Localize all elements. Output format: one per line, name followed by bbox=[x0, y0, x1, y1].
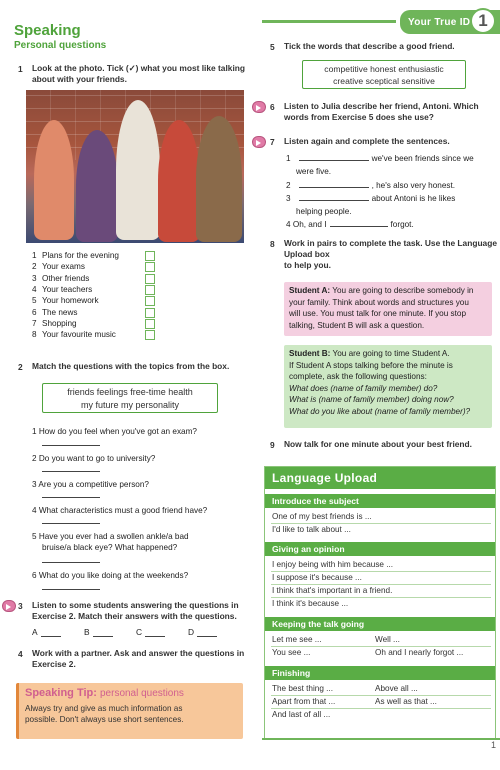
list-item bbox=[32, 261, 162, 272]
match-item bbox=[84, 627, 136, 637]
language-upload-box bbox=[264, 466, 496, 740]
answer-line[interactable] bbox=[42, 471, 100, 472]
sentence-text: , he's also very honest. bbox=[371, 181, 456, 190]
page-number: 1 bbox=[490, 740, 496, 750]
audio-track-icon[interactable] bbox=[2, 600, 16, 612]
list-item bbox=[32, 318, 162, 329]
exercise-2-instruction: Match the questions with the topics from the box. bbox=[32, 361, 230, 371]
exercise-1-line-1: Look at the photo. Tick (✓) what you most like talking bbox=[32, 63, 245, 73]
divider bbox=[271, 708, 491, 709]
top-rule bbox=[262, 20, 396, 23]
exercise-3-line-1: Listen to some students answering the questions in bbox=[32, 600, 239, 610]
phrase: I think that's important in a friend. bbox=[272, 586, 393, 595]
divider bbox=[271, 584, 491, 585]
page-title: Speaking bbox=[14, 22, 81, 39]
student-a-label: Student A: bbox=[289, 286, 331, 295]
exercise-7-instruction: Listen again and complete the sentences. bbox=[284, 136, 450, 146]
match-blank[interactable] bbox=[197, 628, 217, 637]
list-label: Other friends bbox=[42, 273, 90, 283]
speaking-tip-title bbox=[25, 687, 184, 699]
topics-box-line-2: my future my personality bbox=[80, 400, 180, 410]
tick-checkbox[interactable] bbox=[145, 285, 155, 295]
student-b-line-3: complete, ask the following questions: bbox=[289, 372, 427, 382]
match-item bbox=[32, 627, 84, 637]
section-introduce-subject: Introduce the subject bbox=[265, 494, 495, 508]
divider bbox=[271, 523, 491, 524]
phrase: I think it's because ... bbox=[272, 599, 349, 608]
list-number: 8 bbox=[32, 330, 37, 340]
exercise-6-line-2: words from Exercise 5 does she use? bbox=[284, 112, 434, 122]
list-number: 4 bbox=[32, 285, 37, 295]
sentence-number: 1 bbox=[286, 154, 291, 163]
phrase: Oh and I nearly forgot ... bbox=[375, 648, 464, 657]
phrase: Apart from that ... bbox=[272, 697, 336, 706]
tip-title-main: Speaking Tip: bbox=[25, 687, 97, 699]
sentence-text: about Antoni is he likes bbox=[371, 194, 456, 203]
sentence-3-continued: helping people. bbox=[296, 207, 352, 216]
exercise-9-number: 9 bbox=[270, 440, 275, 450]
list-number: 3 bbox=[32, 273, 37, 283]
tick-checkbox[interactable] bbox=[145, 262, 155, 272]
match-letter: D bbox=[188, 627, 195, 637]
list-item bbox=[32, 329, 162, 340]
match-item bbox=[188, 627, 240, 637]
list-label: The news bbox=[42, 307, 78, 317]
exercise-8-instruction bbox=[284, 238, 500, 271]
exercise-1-instruction bbox=[32, 63, 245, 85]
sentence-blank[interactable] bbox=[299, 180, 369, 188]
adjectives-word-box bbox=[302, 60, 466, 89]
exercise-3-instruction bbox=[32, 600, 239, 622]
sentence-number: 2 bbox=[286, 181, 291, 190]
exercise-4-line-1: Work with a partner. Ask and answer the questions in bbox=[32, 648, 245, 658]
photo-person bbox=[196, 116, 242, 242]
sentence-4 bbox=[286, 219, 486, 231]
question-item-continued: bruise/a black eye? What happened? bbox=[42, 543, 178, 552]
words-box-line-2: creative sceptical sensitive bbox=[333, 76, 435, 86]
tick-checkbox[interactable] bbox=[145, 274, 155, 284]
list-item bbox=[32, 295, 162, 306]
phrase: Above all ... bbox=[375, 684, 418, 693]
exercise-9-instruction: Now talk for one minute about your best friend. bbox=[284, 439, 472, 449]
exercise-6-number: 6 bbox=[270, 102, 275, 112]
match-letter: B bbox=[84, 627, 90, 637]
tip-title-sub: personal questions bbox=[99, 688, 184, 699]
phrase: And last of all ... bbox=[272, 710, 331, 719]
exercise-8-number: 8 bbox=[270, 239, 275, 249]
audio-track-icon[interactable] bbox=[252, 136, 266, 148]
student-b-question-1: What does (name of family member) do? bbox=[289, 383, 438, 393]
tick-checkbox[interactable] bbox=[145, 308, 155, 318]
phrase: You see ... bbox=[272, 648, 311, 657]
sentence-1 bbox=[286, 153, 486, 165]
exercise-5-number: 5 bbox=[270, 42, 275, 52]
sentence-text: 4 Oh, and I bbox=[286, 220, 327, 229]
student-a-box bbox=[284, 282, 492, 336]
sentence-text: we've been friends since we bbox=[371, 154, 474, 163]
phrase: Well ... bbox=[375, 635, 400, 644]
phrase: I enjoy being with him because ... bbox=[272, 560, 394, 569]
student-b-text: You are going to time Student A. bbox=[332, 349, 450, 358]
exercise-3-line-2: Exercise 2. Match their answers with the questions. bbox=[32, 611, 237, 621]
student-b-box bbox=[284, 345, 492, 428]
photo-person bbox=[34, 120, 74, 240]
student-a-text: You are going to describe somebody in bbox=[332, 286, 474, 295]
photo-person bbox=[116, 100, 160, 240]
question-item: 3 Are you a competitive person? bbox=[32, 480, 149, 489]
exercise-5-instruction: Tick the words that describe a good friend. bbox=[284, 41, 455, 51]
match-blank[interactable] bbox=[93, 628, 113, 637]
sentence-blank[interactable] bbox=[330, 219, 388, 227]
topics-checklist bbox=[32, 250, 162, 340]
words-box-line-1: competitive honest enthusiastic bbox=[324, 64, 444, 74]
sentence-2 bbox=[286, 180, 486, 192]
student-a-line-2: your family. Think about words and structures you bbox=[289, 297, 469, 307]
tick-checkbox[interactable] bbox=[145, 319, 155, 329]
exercise-1-line-2: about with your friends. bbox=[32, 74, 127, 84]
sentence-number: 3 bbox=[286, 194, 291, 203]
answer-line[interactable] bbox=[42, 562, 100, 563]
answer-line[interactable] bbox=[42, 589, 100, 590]
unit-tab-label: Your True ID bbox=[408, 16, 471, 28]
sentence-blank[interactable] bbox=[299, 193, 369, 201]
exercise-4-line-2: Exercise 2. bbox=[32, 659, 76, 669]
list-number: 2 bbox=[32, 262, 37, 272]
divider bbox=[271, 597, 491, 598]
exercise-6-line-1: Listen to Julia describe her friend, Antoni. Which bbox=[284, 101, 479, 111]
exercise-4-number: 4 bbox=[18, 649, 23, 659]
match-answers bbox=[32, 627, 240, 637]
divider bbox=[271, 695, 491, 696]
question-item: 6 What do you like doing at the weekends? bbox=[32, 571, 189, 580]
phrase: The best thing ... bbox=[272, 684, 333, 693]
page-subtitle: Personal questions bbox=[14, 40, 107, 51]
section-giving-opinion: Giving an opinion bbox=[265, 542, 495, 556]
unit-number: 1 bbox=[470, 8, 496, 34]
unit-tab bbox=[400, 10, 500, 34]
list-item bbox=[32, 306, 162, 317]
question-item: 5 Have you ever had a swollen ankle/a bad bbox=[32, 532, 189, 541]
student-b-line-1 bbox=[289, 348, 487, 360]
list-label: Your homework bbox=[42, 296, 99, 306]
sentence-1-continued: were five. bbox=[296, 167, 332, 176]
list-number: 5 bbox=[32, 296, 37, 306]
student-b-question-3: What do you like about (name of family member)? bbox=[289, 406, 471, 416]
match-item bbox=[136, 627, 188, 637]
answer-line[interactable] bbox=[42, 445, 100, 446]
answer-line[interactable] bbox=[42, 497, 100, 498]
language-upload-title: Language Upload bbox=[265, 467, 495, 489]
phrase: I suppose it's because ... bbox=[272, 573, 362, 582]
list-label: Your exams bbox=[42, 262, 85, 272]
phrase: One of my best friends is ... bbox=[272, 512, 372, 521]
tick-checkbox[interactable] bbox=[145, 330, 155, 340]
topics-box-line-1: friends feelings free-time health bbox=[67, 387, 193, 397]
answer-line[interactable] bbox=[42, 523, 100, 524]
student-b-line-2: If Student A stops talking before the minute is bbox=[289, 360, 453, 370]
divider bbox=[271, 646, 491, 647]
exercise-6-instruction bbox=[284, 101, 479, 123]
sentence-text: forgot. bbox=[390, 220, 414, 229]
section-keeping-talk-going: Keeping the talk going bbox=[265, 617, 495, 631]
bottom-rule bbox=[262, 738, 500, 740]
match-letter: C bbox=[136, 627, 143, 637]
photo-person bbox=[76, 130, 118, 242]
audio-track-icon[interactable] bbox=[252, 101, 266, 113]
tip-line-2: possible. Don't always use short sentences. bbox=[25, 714, 184, 724]
exercise-3-number: 3 bbox=[18, 601, 23, 611]
divider bbox=[271, 571, 491, 572]
list-number: 1 bbox=[32, 251, 37, 261]
sentence-3 bbox=[286, 193, 486, 205]
friends-photo bbox=[26, 90, 244, 243]
student-a-line-4: talking, Student B will ask a question. bbox=[289, 320, 425, 330]
exercise-8-line-2: to help you. bbox=[284, 260, 331, 270]
speaking-tip-text bbox=[25, 704, 239, 725]
list-item bbox=[32, 250, 162, 261]
phrase: As well as that ... bbox=[375, 697, 437, 706]
list-number: 6 bbox=[32, 307, 37, 317]
exercise-7-number: 7 bbox=[270, 137, 275, 147]
tip-line-1: Always try and give as much information as bbox=[25, 704, 183, 713]
match-blank[interactable] bbox=[41, 628, 61, 637]
speaking-tip-box bbox=[16, 683, 243, 739]
student-b-label: Student B: bbox=[289, 349, 331, 358]
list-label: Your teachers bbox=[42, 285, 93, 295]
student-a-line-3: will use. You must talk for one minute. If you stop bbox=[289, 309, 467, 319]
tick-checkbox[interactable] bbox=[145, 251, 155, 261]
phrase: I'd like to talk about ... bbox=[272, 525, 351, 534]
exercise-1-number: 1 bbox=[18, 64, 23, 74]
exercise-4-instruction bbox=[32, 648, 244, 670]
list-label: Plans for the evening bbox=[42, 251, 119, 261]
list-number: 7 bbox=[32, 318, 37, 328]
question-item: 1 How do you feel when you've got an exam? bbox=[32, 427, 197, 436]
list-label: Your favourite music bbox=[42, 330, 116, 340]
section-finishing: Finishing bbox=[265, 666, 495, 680]
question-item: 2 Do you want to go to university? bbox=[32, 454, 156, 463]
phrase: Let me see ... bbox=[272, 635, 322, 644]
match-blank[interactable] bbox=[145, 628, 165, 637]
exercise-2-number: 2 bbox=[18, 362, 23, 372]
list-item bbox=[32, 284, 162, 295]
student-a-line-1 bbox=[289, 285, 487, 297]
student-b-question-2: What is (name of family member) doing now? bbox=[289, 395, 454, 405]
tick-checkbox[interactable] bbox=[145, 296, 155, 306]
question-item: 4 What characteristics must a good friend have? bbox=[32, 506, 208, 515]
list-item bbox=[32, 273, 162, 284]
topics-word-box bbox=[42, 383, 218, 413]
match-letter: A bbox=[32, 627, 38, 637]
photo-person bbox=[158, 120, 200, 242]
list-label: Shopping bbox=[42, 318, 77, 328]
sentence-blank[interactable] bbox=[299, 153, 369, 161]
exercise-8-line-1: Work in pairs to complete the task. Use the Language Upload box bbox=[284, 238, 497, 259]
